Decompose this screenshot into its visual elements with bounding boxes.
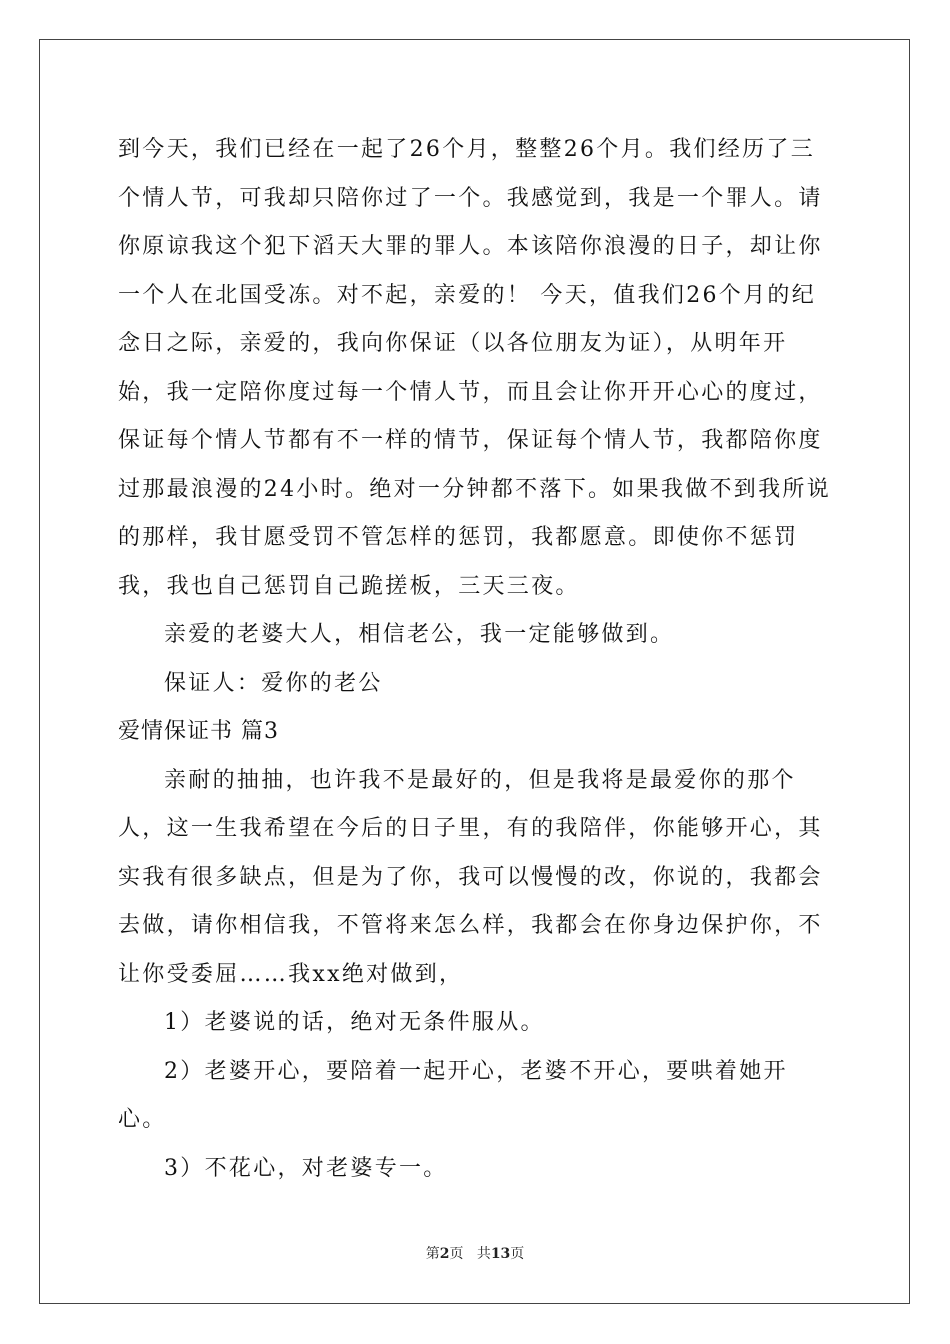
- page-total: 13: [490, 1246, 511, 1262]
- page-unit: 页: [449, 1246, 464, 1262]
- page-prefix: 第: [425, 1246, 440, 1262]
- total-prefix: 共: [476, 1246, 491, 1262]
- paragraph-wife-trust: 亲爱的老婆大人，相信老公，我一定能够做到。: [164, 622, 675, 647]
- list-item-rule-3: 3）不花心，对老婆专一。: [164, 1155, 448, 1181]
- document-body: [118, 126, 834, 1193]
- page-current: 2: [439, 1246, 450, 1262]
- total-unit: 页: [510, 1246, 525, 1262]
- section-heading: 爱情保证书 篇3: [118, 719, 279, 744]
- list-item-rule-1: 1）老婆说的话，绝对无条件服从。: [164, 1010, 545, 1035]
- paragraph-guarantor: 保证人：爱你的老公: [164, 670, 383, 696]
- list-item-rule-2: 2）老婆开心，要陪着一起开心，老婆不开心，要哄着她开心。: [118, 1058, 788, 1132]
- page-footer: [0, 1243, 950, 1263]
- paragraph-anniversary-promise: 到今天，我们已经在一起了26个月，整整26个月。我们经历了三个情人节，可我却只陪你过了一个。我感觉到，我是一个罪人。请你原谅我这个犯下滔天大罪的罪人。本该陪你浪漫的日子，却让你一个人在北国受冻。对不起，亲爱的！ 今天，值我们26个月的纪念日之际，亲爱的，我向你保证（以各位朋友为证），从明年开始，我一定陪你度过每一个情人节，而且会让你开开心心的度过，保证每个情人节都有不一样的情节，保证每个情人节，我都陪你度过那最浪漫的24小时。绝对一分钟都不落下。如果我做不到我所说的那样，我甘愿受罚不管怎样的惩罚，我都愿意。即使你不惩罚我，我也自己惩罚自己跪搓板，三天三夜。: [118, 137, 831, 599]
- paragraph-love-letter: 亲耐的抽抽，也许我不是最好的，但是我将是最爱你的那个人，这一生我希望在今后的日子里，有的我陪伴，你能够开心，其实我有很多缺点，但是为了你，我可以慢慢的改，你说的，我都会去做，请你相信我，不管将来怎么样，我都会在你身边保护你，不让你受委屈……我xx绝对做到，: [118, 767, 823, 987]
